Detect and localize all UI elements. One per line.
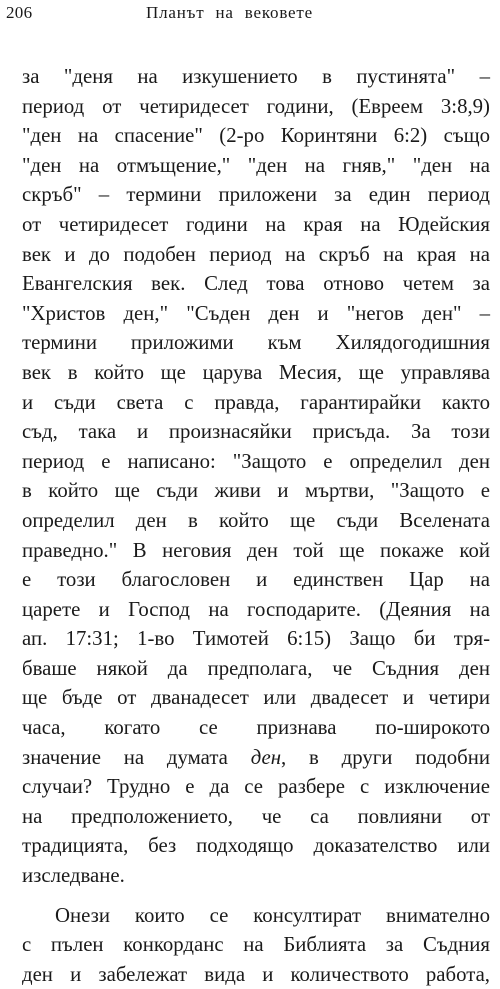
text-line: праведно." В неговия ден той ще покаже кой: [22, 538, 490, 562]
text-line: Онези които се консултират внимателно: [55, 903, 490, 927]
text-line: часа, когато се признава по-широкото: [22, 716, 490, 740]
text-line: определил ден в който ще съди Вселената: [22, 508, 490, 532]
paragraph: [22, 901, 490, 989]
text-line-with-emphasis: [22, 743, 490, 773]
text-line: термини приложими към Хилядогодишния: [22, 331, 490, 355]
text-line: период от четиридесет години, (Евреем 3:8,9): [22, 94, 490, 118]
text-line: царете и Господ на господарите. (Деяния на: [22, 597, 490, 621]
text-segment: , в други подобни: [281, 745, 490, 769]
page-body: [22, 62, 490, 989]
text-line: на предположението, че са повлияни от: [22, 804, 490, 828]
text-line: съд, така и произнасяйки присъда. За този: [22, 420, 490, 444]
text-line: "ден на спасение" (2-ро Коринтяни 6:2) също: [22, 124, 490, 148]
text-line: случаи? Трудно е да се разбере с изключение: [22, 775, 490, 799]
text-line: ще бъде от дванадесет или двадесет и четири: [22, 686, 490, 710]
text-line: век и до подобен период на скръб на края на: [22, 242, 490, 266]
text-line: с пълен конкорданс на Библията за Съдния: [22, 933, 490, 957]
text-line: и съди света с правда, гарантирайки както: [22, 390, 490, 414]
page-number: 206: [6, 3, 33, 22]
text-line: скръб" – термини приложени за един период: [22, 183, 490, 207]
running-title: Планът на вековете: [146, 3, 313, 22]
text-line: "Христов ден," "Съден ден и "негов ден" –: [22, 301, 490, 325]
emphasized-word: ден: [250, 745, 282, 769]
text-line: бваше някой да предполага, че Съдния ден: [22, 656, 490, 680]
text-line: от четиридесет години на края на Юдейския: [22, 212, 490, 236]
text-line: "ден на отмъщение," "ден на гняв," "ден на: [22, 153, 490, 177]
text-line: период е написано: "Защото е определил ден: [22, 449, 490, 473]
text-line: е този благословен и единствен Цар на: [22, 568, 490, 592]
text-line: Евангелския век. След това отново четем за: [22, 272, 490, 296]
text-line: изследване.: [22, 864, 125, 888]
text-line: ден и забележат вида и количеството работа,: [22, 962, 490, 986]
paragraph: [22, 62, 490, 891]
page-header: [6, 3, 492, 27]
text-line: за "деня на изкушението в пустинята" –: [22, 65, 490, 88]
text-segment: значение на думата: [22, 745, 251, 769]
text-line: ап. 17:31; 1-во Тимотей 6:15) Защо би тря-: [22, 627, 490, 651]
text-line: в който ще съди живи и мъртви, "Защото е: [22, 479, 490, 503]
text-line: век в който ще царува Месия, ще управлява: [22, 360, 490, 384]
text-line: традицията, без подходящо доказателство или: [22, 834, 490, 858]
